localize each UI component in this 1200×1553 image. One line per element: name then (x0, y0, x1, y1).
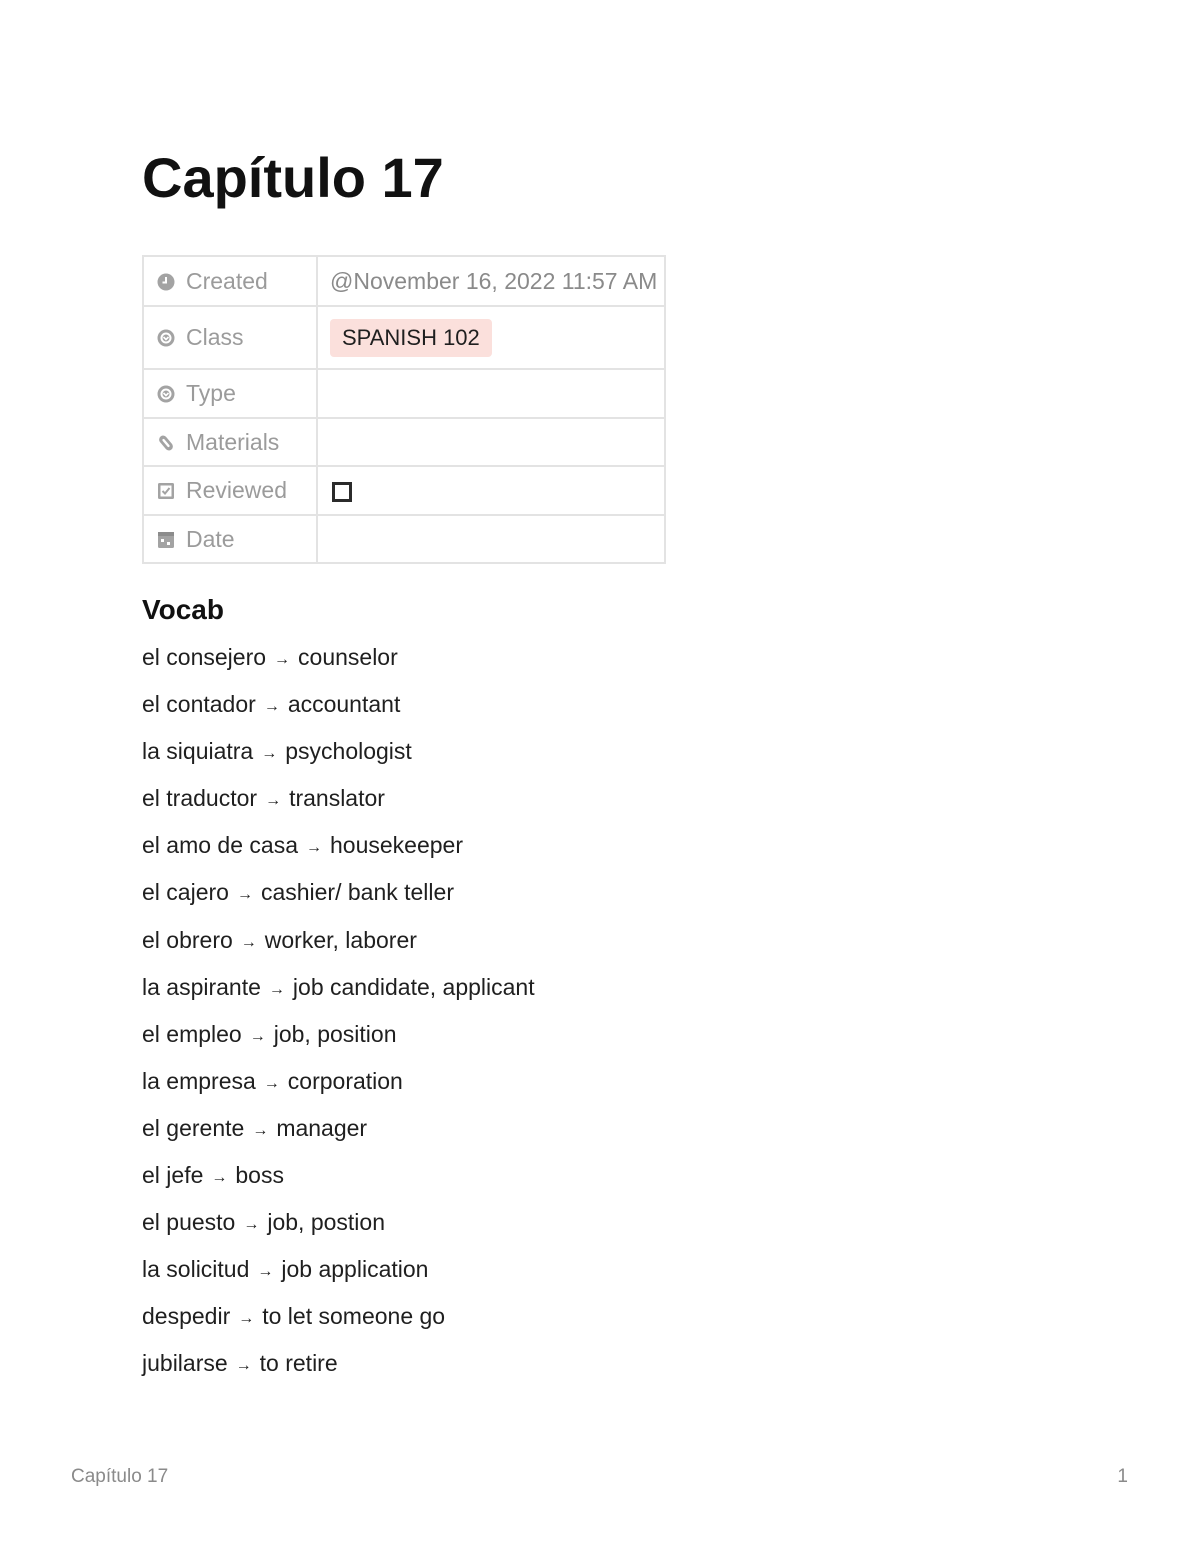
clock-icon (156, 271, 176, 291)
arrow-icon: → (235, 1357, 252, 1375)
arrow-icon: → (305, 839, 322, 857)
vocab-spanish: el contador (142, 691, 256, 718)
vocab-spanish: el cajero (142, 879, 229, 906)
vocab-english: manager (276, 1114, 368, 1141)
property-name: Materials (186, 428, 280, 455)
vocab-spanish: la aspirante (142, 973, 261, 1000)
arrow-icon: → (257, 1263, 274, 1281)
arrow-icon: → (238, 1310, 255, 1328)
arrow-icon: → (243, 1216, 260, 1234)
vocab-english: cashier/ bank teller (260, 879, 454, 906)
calendar-icon (156, 529, 176, 549)
vocab-spanish: jubilarse (142, 1350, 228, 1377)
property-name: Type (186, 380, 236, 406)
arrow-icon: → (249, 1027, 266, 1045)
page-title: Capítulo 17 (142, 146, 444, 209)
property-name-cell (143, 306, 317, 369)
vocab-english: job application (281, 1256, 429, 1283)
property-name-cell (143, 515, 317, 563)
list-item (142, 1348, 535, 1395)
list-item (142, 1207, 535, 1254)
list-item (142, 1160, 535, 1207)
vocab-english: job, postion (267, 1209, 385, 1236)
vocab-heading: Vocab (142, 594, 224, 625)
property-row-created (143, 256, 665, 306)
vocab-spanish: el traductor (142, 785, 258, 812)
list-item (142, 783, 535, 830)
list-item (142, 877, 535, 924)
vocab-english: job candidate, applicant (292, 973, 535, 1000)
vocab-spanish: el jefe (142, 1162, 204, 1189)
list-item (142, 925, 535, 972)
property-value-cell[interactable] (317, 418, 665, 466)
vocab-english: counselor (298, 644, 398, 670)
vocab-english: worker, laborer (264, 926, 417, 953)
arrow-icon: → (268, 980, 285, 998)
paperclip-icon (156, 432, 176, 452)
vocab-english: job, position (273, 1020, 397, 1047)
vocab-english: accountant (287, 691, 401, 718)
checkbox-icon (156, 480, 176, 500)
property-name: Class (186, 324, 244, 350)
arrow-icon: → (263, 1074, 280, 1092)
vocab-english: psychologist (285, 738, 412, 765)
vocab-spanish: el obrero (142, 926, 233, 953)
created-date-value: @November 16, 2022 11:57 AM (330, 267, 658, 294)
property-name-cell (143, 369, 317, 418)
vocab-spanish: el empleo (142, 1020, 242, 1047)
list-item (142, 1301, 535, 1348)
vocab-english: translator (289, 785, 385, 812)
vocab-spanish: despedir (142, 1303, 231, 1330)
select-icon (156, 327, 176, 347)
vocab-spanish: el puesto (142, 1209, 236, 1236)
property-row-date (143, 515, 665, 563)
property-row-reviewed (143, 466, 665, 515)
arrow-icon: → (274, 651, 291, 668)
property-row-materials (143, 418, 665, 466)
property-name-cell (143, 466, 317, 515)
property-value-cell[interactable] (317, 306, 665, 369)
select-icon (156, 383, 176, 403)
property-name: Reviewed (186, 477, 287, 503)
arrow-icon: → (211, 1169, 228, 1187)
properties-table (142, 255, 666, 564)
property-name: Date (186, 525, 235, 552)
vocab-english: corporation (287, 1067, 403, 1094)
vocab-english: to let someone go (262, 1303, 446, 1330)
arrow-icon: → (236, 886, 253, 904)
vocab-english: housekeeper (329, 832, 463, 859)
list-item (142, 1066, 535, 1113)
property-value-cell (317, 466, 665, 515)
list-item (142, 830, 535, 877)
list-item (142, 1019, 535, 1066)
property-value-cell[interactable] (317, 515, 665, 563)
vocab-spanish: el amo de casa (142, 832, 298, 859)
vocab-english: to retire (259, 1350, 338, 1377)
property-value-cell[interactable] (317, 256, 665, 306)
list-item (142, 972, 535, 1019)
vocab-spanish: la solicitud (142, 1256, 250, 1283)
vocab-spanish: la empresa (142, 1067, 256, 1094)
class-tag[interactable]: SPANISH 102 (330, 319, 492, 357)
arrow-icon: → (252, 1121, 269, 1139)
property-row-class (143, 306, 665, 369)
vocab-english: boss (235, 1162, 284, 1189)
list-item (142, 642, 535, 689)
vocab-spanish: la siquiatra (142, 738, 254, 765)
arrow-icon: → (240, 933, 257, 951)
property-name: Created (186, 267, 268, 294)
reviewed-checkbox[interactable] (332, 482, 352, 502)
list-item (142, 689, 535, 736)
vocab-list (142, 642, 535, 1396)
property-value-cell[interactable] (317, 369, 665, 418)
footer-title: Capítulo 17 (71, 1466, 169, 1487)
arrow-icon: → (261, 745, 278, 763)
arrow-icon: → (263, 698, 280, 716)
list-item (142, 1113, 535, 1160)
property-name-cell (143, 418, 317, 466)
list-item (142, 736, 535, 783)
vocab-spanish: el gerente (142, 1114, 245, 1141)
property-name-cell (143, 256, 317, 306)
list-item (142, 1254, 535, 1301)
vocab-spanish: el consejero (142, 644, 267, 670)
page-number: 1 (1117, 1466, 1128, 1487)
property-row-type (143, 369, 665, 418)
arrow-icon: → (265, 792, 282, 810)
